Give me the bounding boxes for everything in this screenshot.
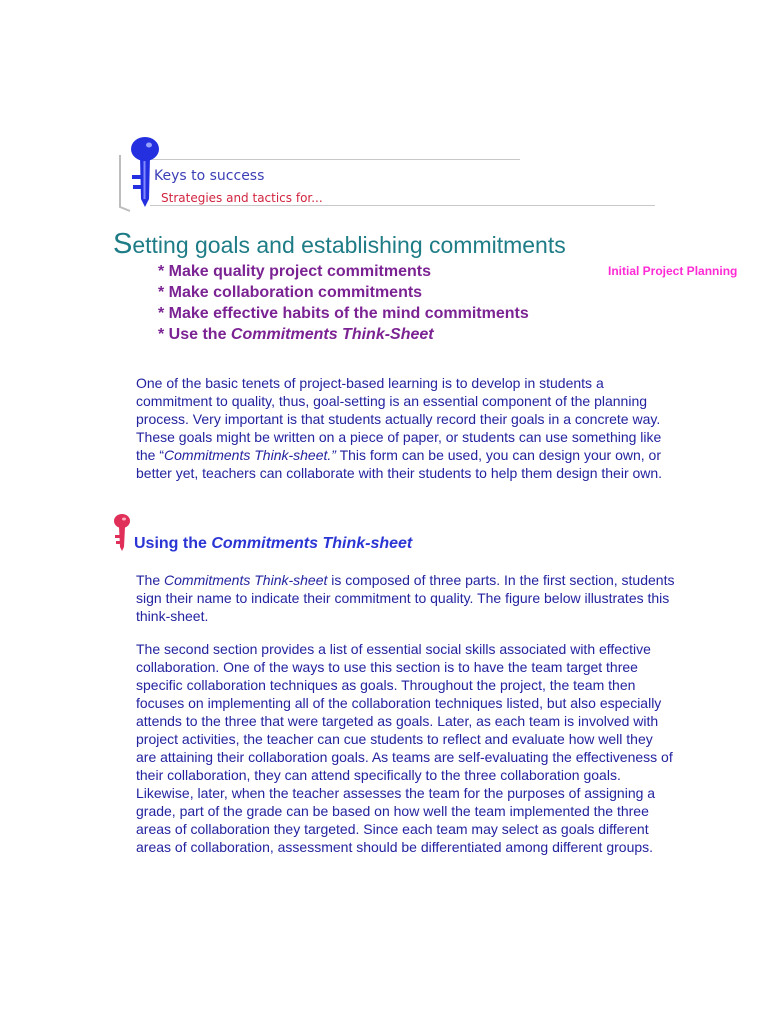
intro-text-emphasis: Commitments Think-sheet.” (164, 447, 336, 463)
header-subtitle: Strategies and tactics for... (161, 191, 323, 205)
header-rule-top (150, 159, 520, 160)
page-title (113, 228, 566, 261)
section-tag: Initial Project Planning (608, 264, 738, 278)
section-heading-emphasis: Commitments Think-sheet (211, 535, 413, 552)
page-title-rest: etting goals and establishing commitments (132, 232, 566, 258)
intro-text-after: This form can be used, you can design your own, or better yet, teachers can collaborate with their students to help them design their own. (136, 447, 663, 481)
para1-text-emphasis: Commitments Think-sheet (164, 572, 328, 588)
body-paragraph-1 (136, 571, 676, 625)
body-paragraph-2: The second section provides a list of essential social skills associated with effective collaboration. One of the ways to use this section is to have the team target three specific collaboration techniques as goals. Throughout the project, the team then focuses on implementing all of the collaboration techniques listed, but also especially attends to the three that were targeted as goals. Later, as each team is involved with project activities, the teacher can cue students to reflect and evaluate how well they are attaining their collaboration goals. As teams are self-evaluating the effectiveness of their collaboration, they can attend specifically to the three collaboration goals. Likewise, later, when the teacher assesses the team for the purposes of assigning a grade, part of the grade can be based on how well the team implemented the three areas of collaboration they targeted. Since each team may select as goals different areas of collaboration, assessment should be differentiated among different groups. (136, 641, 673, 855)
list-item-emphasis: Commitments Think-Sheet (230, 326, 434, 343)
list-item (158, 324, 529, 345)
page-title-initial: S (113, 228, 133, 260)
list-item: * Make quality project commitments (158, 263, 431, 280)
para1-text-after: is composed of three parts. In the first section, students sign their name to indicate their commitment to quality. The figure below illustrates this think-sheet. (136, 572, 675, 624)
header-title: Keys to success (154, 168, 265, 184)
list-item: * Make collaboration commitments (158, 284, 423, 301)
para1-text-before: The (136, 572, 165, 588)
commitment-list (158, 261, 529, 345)
list-item-prefix: * Use the (158, 326, 231, 343)
small-key-icon (111, 513, 133, 553)
section-heading-prefix: Using the (134, 535, 212, 552)
header-rule-bottom (150, 205, 655, 206)
list-item: * Make effective habits of the mind commitments (158, 305, 529, 322)
intro-paragraph (136, 374, 676, 482)
section-heading (134, 535, 412, 553)
intro-text-before: One of the basic tenets of project-based learning is to develop in students a commitment to quality, thus, goal-setting is an essential component of the planning process. Very important is that students actually record their goals in a concrete way. These goals might be written on a piece of paper, or students can use something like the “ (136, 375, 662, 463)
